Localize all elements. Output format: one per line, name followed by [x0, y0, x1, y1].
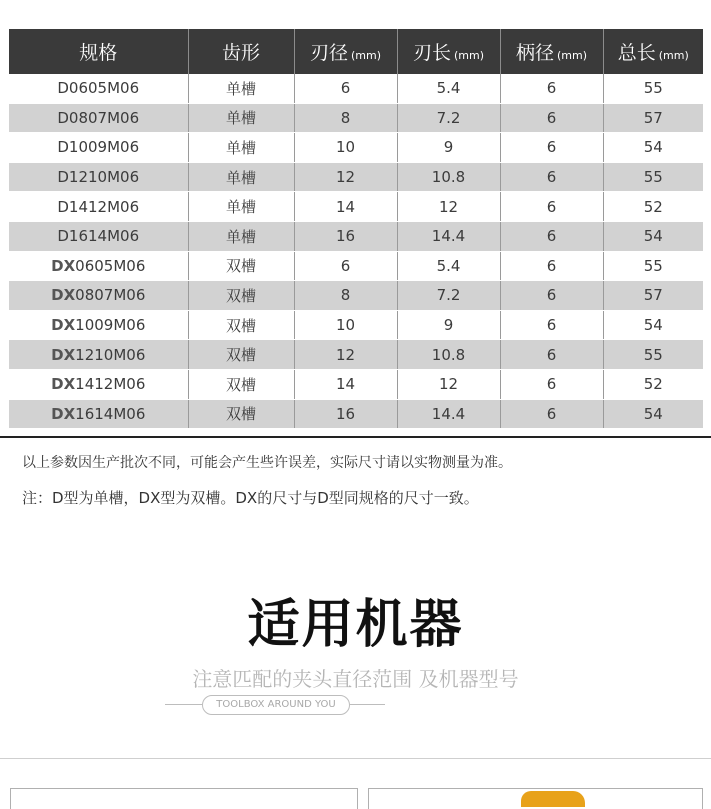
cell-blade-length: 14.4: [397, 221, 500, 251]
model-code: 0605M06: [75, 256, 146, 275]
model-prefix: DX: [51, 345, 76, 364]
cell-model: [9, 399, 188, 429]
section-subtitle: 注意匹配的夹头直径范围 及机器型号: [192, 667, 519, 691]
model-prefix: DX: [51, 375, 76, 394]
table-row: [9, 369, 703, 399]
cell-shank-diameter: 6: [500, 162, 603, 192]
section-tag: [165, 694, 385, 716]
cell-shank-diameter: 6: [500, 369, 603, 399]
cell-blade-length: 12: [397, 192, 500, 222]
cell-shank-diameter: 6: [500, 74, 603, 103]
divider-line: [0, 436, 711, 438]
cell-blade-length: 7.2: [397, 281, 500, 311]
header-blade-diameter: 刃径 (mm): [294, 29, 397, 74]
cell-blade-length: 12: [397, 369, 500, 399]
cell-shank-diameter: 6: [500, 281, 603, 311]
cell-flute: 单槽: [188, 103, 294, 133]
model-prefix: DX: [51, 316, 76, 335]
cell-blade-diameter: 8: [294, 103, 397, 133]
cell-model: [9, 162, 188, 192]
cell-blade-diameter: 6: [294, 251, 397, 281]
cell-blade-length: 5.4: [397, 74, 500, 103]
tag-line-right: [350, 704, 385, 705]
cell-total-length: 55: [603, 74, 703, 103]
model-code: D1210M06: [57, 168, 140, 187]
cell-shank-diameter: 6: [500, 192, 603, 222]
machine-card-left[interactable]: [10, 788, 358, 809]
cell-flute: 双槽: [188, 369, 294, 399]
cell-blade-length: 10.8: [397, 162, 500, 192]
cell-total-length: 52: [603, 192, 703, 222]
cell-total-length: 54: [603, 399, 703, 429]
cell-model: [9, 281, 188, 311]
cell-flute: 双槽: [188, 251, 294, 281]
cell-blade-length: 7.2: [397, 103, 500, 133]
cell-model: [9, 310, 188, 340]
model-code: 1210M06: [75, 345, 146, 364]
cell-total-length: 55: [603, 340, 703, 370]
table-header-row: [9, 29, 703, 74]
cell-blade-length: 9: [397, 310, 500, 340]
table-row: [9, 103, 703, 133]
cell-blade-diameter: 16: [294, 399, 397, 429]
model-code: 1009M06: [75, 316, 146, 335]
model-prefix: DX: [51, 256, 76, 275]
cell-flute: 单槽: [188, 74, 294, 103]
cell-shank-diameter: 6: [500, 340, 603, 370]
cell-total-length: 57: [603, 103, 703, 133]
cell-blade-diameter: 16: [294, 221, 397, 251]
cell-flute: 单槽: [188, 133, 294, 163]
header-blade-length: 刃长 (mm): [397, 29, 500, 74]
cell-total-length: 57: [603, 281, 703, 311]
cell-model: [9, 251, 188, 281]
model-code: D0605M06: [57, 79, 140, 98]
table-row: [9, 399, 703, 429]
cell-blade-length: 14.4: [397, 399, 500, 429]
cell-shank-diameter: 6: [500, 251, 603, 281]
disclaimer-note: 以上参数因生产批次不同，可能会产生些许误差，实际尺寸请以实物测量为准。: [22, 455, 512, 471]
cell-blade-length: 5.4: [397, 251, 500, 281]
cell-total-length: 55: [603, 251, 703, 281]
header-shank-diameter: 柄径 (mm): [500, 29, 603, 74]
section-title: 适用机器: [247, 595, 464, 655]
cell-model: [9, 221, 188, 251]
table-row: [9, 192, 703, 222]
cell-flute: 单槽: [188, 162, 294, 192]
cell-total-length: 54: [603, 310, 703, 340]
table-row: [9, 221, 703, 251]
header-model: 规格: [9, 29, 188, 74]
table-row: [9, 340, 703, 370]
header-flute: 齿形: [188, 29, 294, 74]
section-divider: [0, 758, 711, 759]
cell-blade-diameter: 8: [294, 281, 397, 311]
cell-total-length: 54: [603, 133, 703, 163]
model-code: 0807M06: [75, 286, 146, 305]
cell-total-length: 54: [603, 221, 703, 251]
table-row: [9, 162, 703, 192]
model-code: D0807M06: [57, 108, 140, 127]
cell-flute: 单槽: [188, 221, 294, 251]
model-code: 1412M06: [75, 375, 146, 394]
table-row: [9, 251, 703, 281]
model-code: D1614M06: [57, 227, 140, 246]
cell-model: [9, 74, 188, 103]
cell-total-length: 55: [603, 162, 703, 192]
cell-flute: 单槽: [188, 192, 294, 222]
spec-table: [9, 29, 703, 429]
table-row: [9, 310, 703, 340]
cell-blade-diameter: 6: [294, 74, 397, 103]
cell-shank-diameter: 6: [500, 133, 603, 163]
cell-blade-length: 10.8: [397, 340, 500, 370]
cell-flute: 双槽: [188, 310, 294, 340]
cell-blade-length: 9: [397, 133, 500, 163]
header-total-length: 总长 (mm): [603, 29, 703, 74]
cell-blade-diameter: 12: [294, 340, 397, 370]
table-row: [9, 133, 703, 163]
cell-model: [9, 369, 188, 399]
cell-shank-diameter: 6: [500, 221, 603, 251]
cell-shank-diameter: 6: [500, 310, 603, 340]
cell-blade-diameter: 14: [294, 192, 397, 222]
table-row: [9, 74, 703, 103]
table-row: [9, 281, 703, 311]
cell-shank-diameter: 6: [500, 399, 603, 429]
cell-total-length: 52: [603, 369, 703, 399]
model-code: D1009M06: [57, 138, 140, 157]
cell-flute: 双槽: [188, 399, 294, 429]
cell-blade-diameter: 10: [294, 133, 397, 163]
naming-note: 注：D型为单槽，DX型为双槽。DX的尺寸与D型同规格的尺寸一致。: [22, 489, 479, 507]
cell-shank-diameter: 6: [500, 103, 603, 133]
cell-flute: 双槽: [188, 281, 294, 311]
cell-blade-diameter: 10: [294, 310, 397, 340]
model-prefix: DX: [51, 286, 76, 305]
model-code: 1614M06: [75, 404, 146, 423]
cell-blade-diameter: 12: [294, 162, 397, 192]
cell-model: [9, 192, 188, 222]
table-body: [9, 74, 703, 429]
machine-product-image: [521, 791, 585, 807]
cell-model: [9, 103, 188, 133]
tag-line-left: [165, 704, 202, 705]
model-prefix: DX: [51, 404, 76, 423]
tag-pill: TOOLBOX AROUND YOU: [202, 695, 350, 715]
cell-flute: 双槽: [188, 340, 294, 370]
cell-blade-diameter: 14: [294, 369, 397, 399]
cell-model: [9, 133, 188, 163]
model-code: D1412M06: [57, 197, 140, 216]
cell-model: [9, 340, 188, 370]
